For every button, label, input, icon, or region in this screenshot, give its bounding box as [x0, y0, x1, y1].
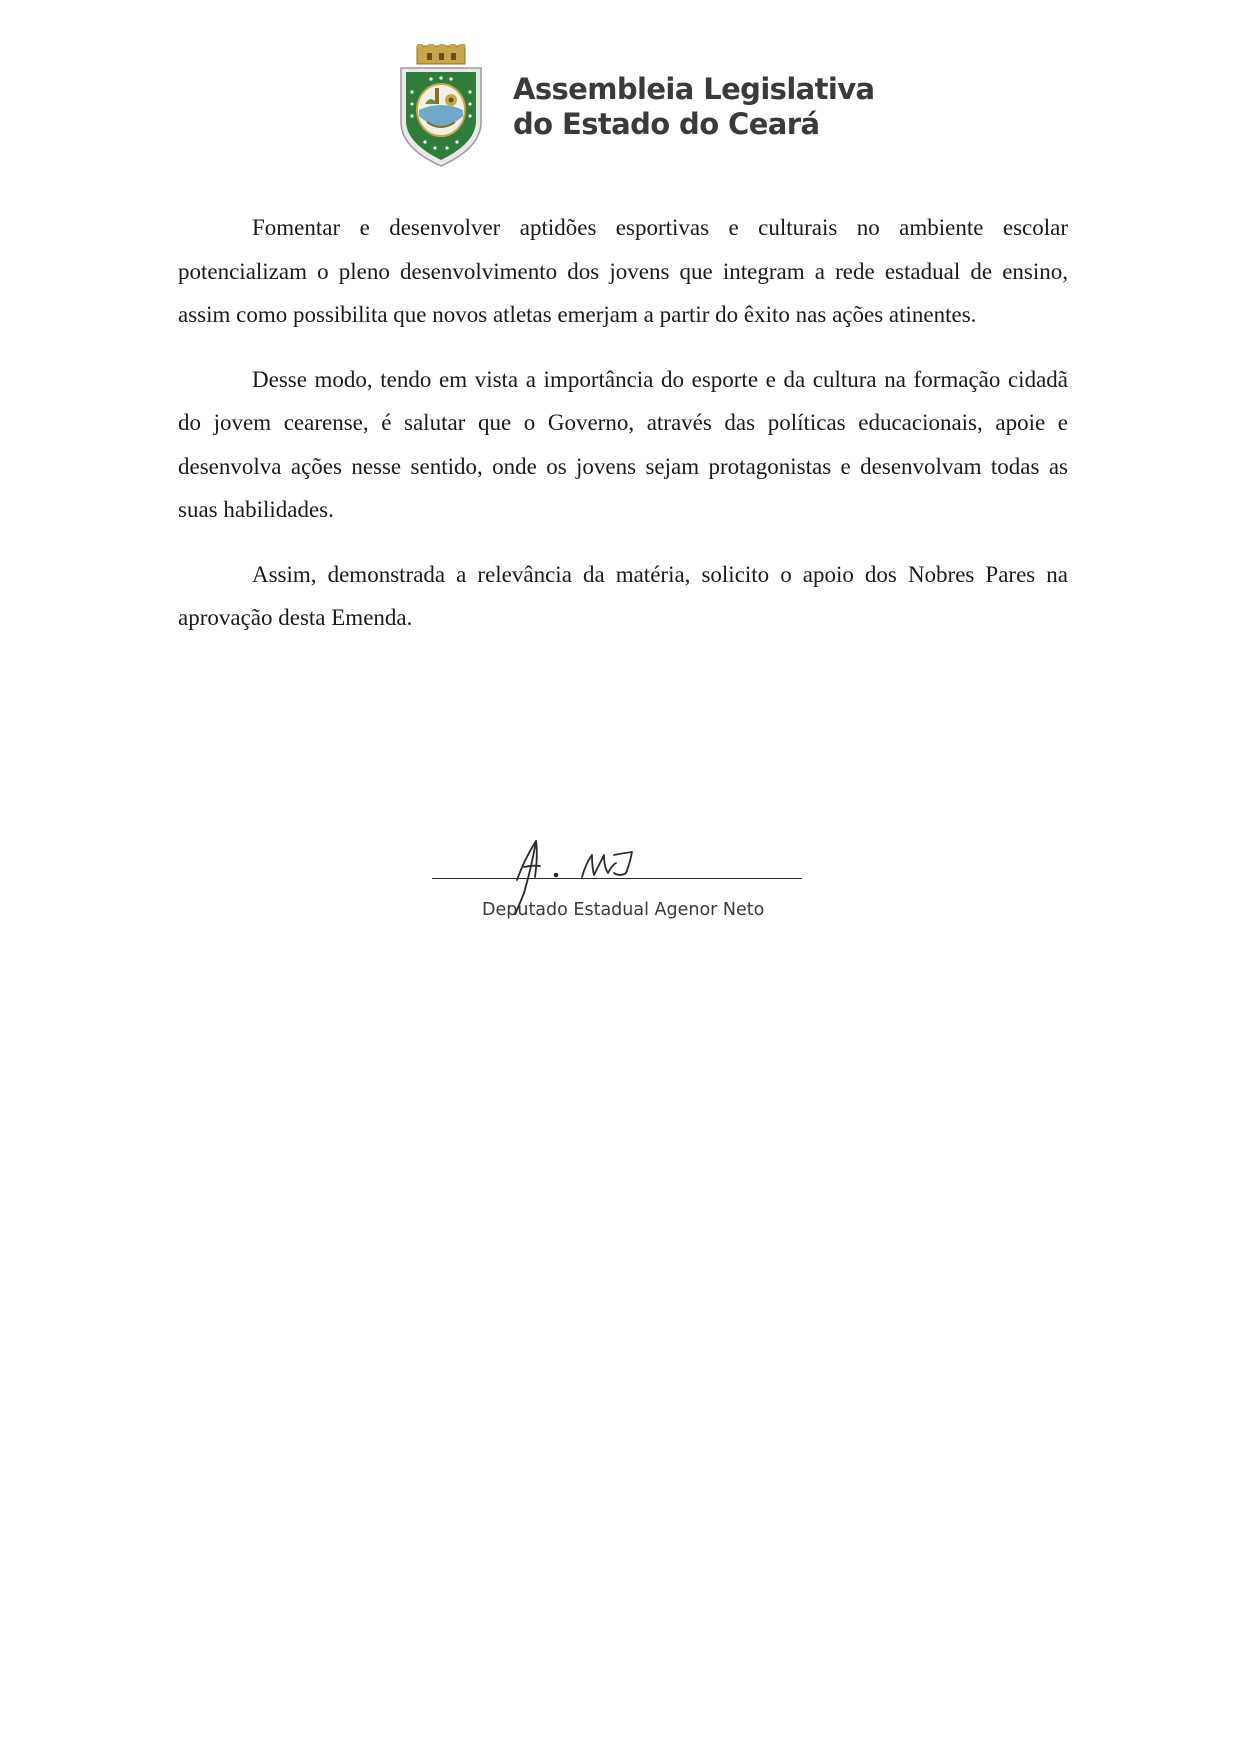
- institution-line-1: Assembleia Legislativa: [513, 72, 875, 106]
- signature-block: [432, 825, 802, 935]
- institution-line-2: do Estado do Ceará: [513, 107, 820, 141]
- paragraph: Assim, demonstrada a relevância da matéria, solicito o apoio dos Nobres Pares na aprovação desta Emenda.: [178, 561, 1068, 630]
- coat-of-arms-icon: [395, 44, 487, 168]
- paragraph: Fomentar e desenvolver aptidões esportivas e culturais no ambiente escolar potencializam o pleno desenvolvimento dos jovens que integram a rede estadual de ensino, assim como possibilita que novos atletas emerjam a partir do êxito nas ações atinentes.: [178, 215, 1068, 327]
- paragraph: Desse modo, tendo em vista a importância do esporte e da cultura na formação cidadã do jovem cearense, é salutar que o Governo, através das políticas educacionais, apoie e desenvolva ações nesse sentido, onde os jovens sejam protagonistas e desenvolvam todas as suas habilidades.: [178, 366, 1068, 522]
- letterhead: [395, 44, 875, 168]
- institution-name: [513, 72, 875, 142]
- signer-name: Deputado Estadual Agenor Neto: [482, 900, 765, 920]
- justification-text: [178, 206, 1068, 661]
- signature-line: [432, 878, 802, 879]
